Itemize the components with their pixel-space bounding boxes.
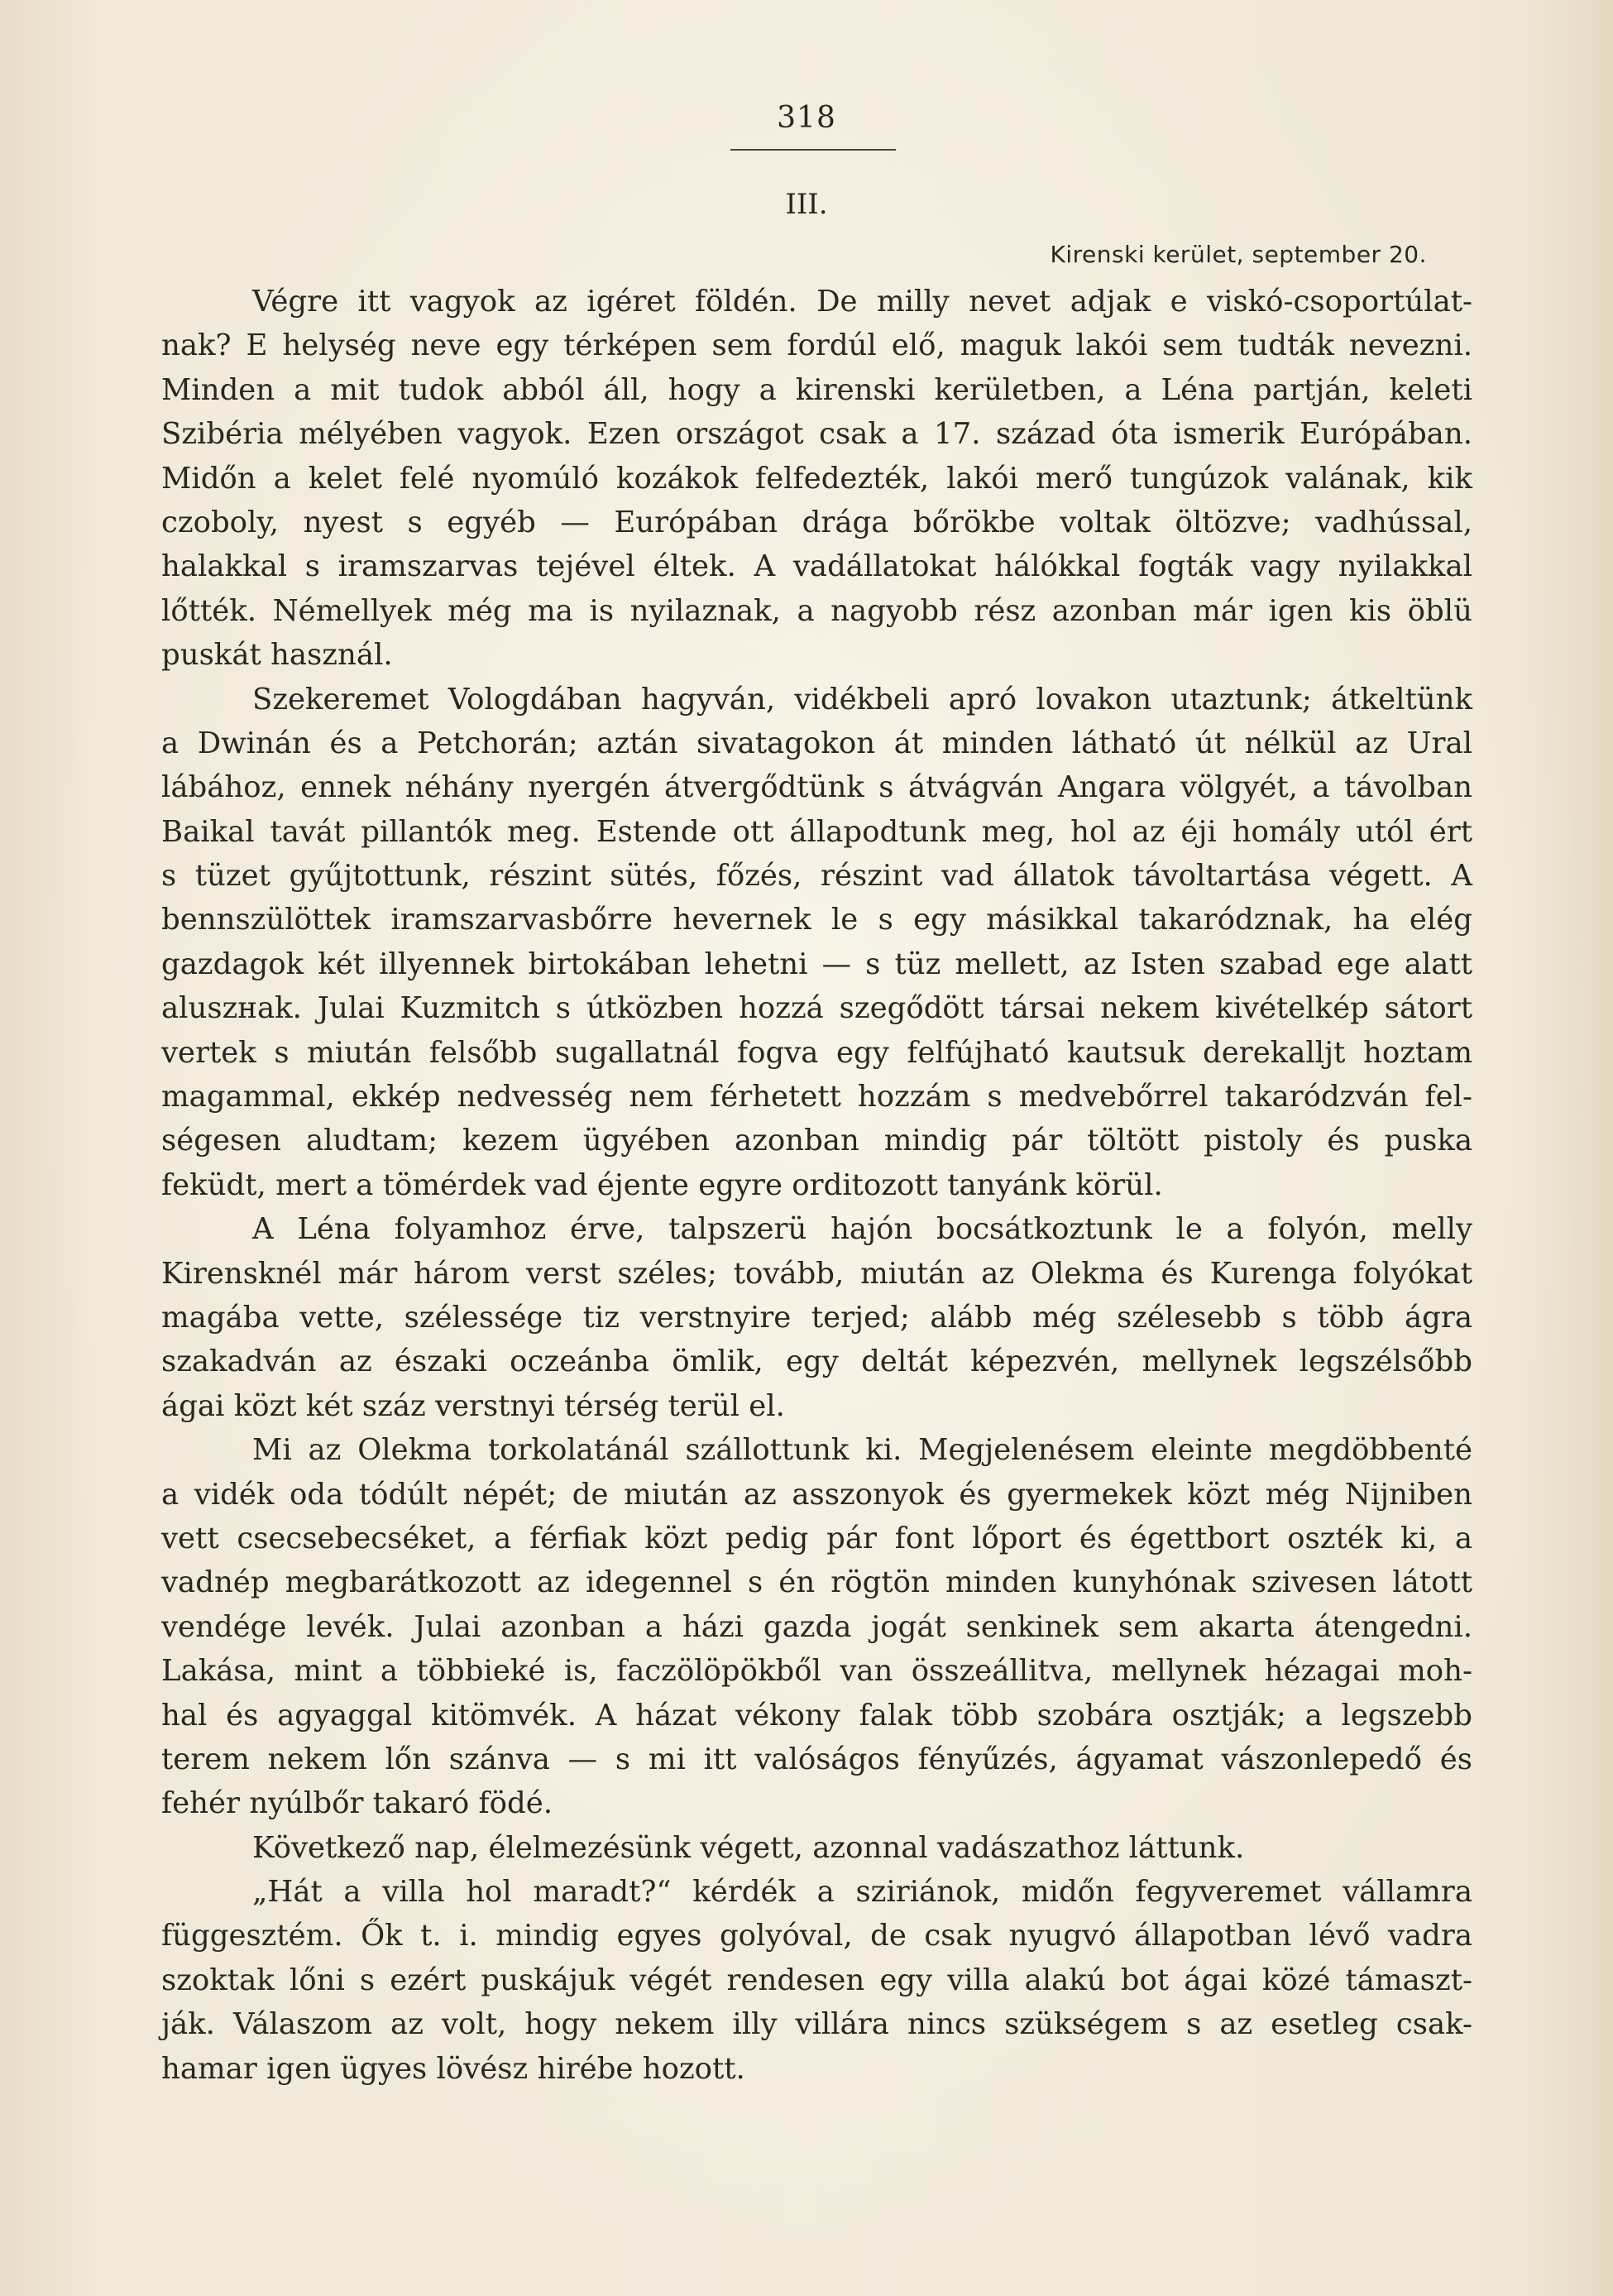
paragraph <box>161 1428 1472 1826</box>
text-line: Minden a mit tudok abból áll, hogy a kirenski kerületben, a Léna partján, keleti <box>161 372 1472 407</box>
page-number: 318 <box>777 101 836 135</box>
text-line: vertek s miután felsőbb sugallatnál fogva egy felfújható kautsuk derekalljt hoztam <box>161 1035 1472 1070</box>
text-line: fehér nyúlbőr takaró födé. <box>161 1786 553 1821</box>
body-text <box>161 280 1472 2091</box>
text-line: Midőn a kelet felé nyomúló kozákok felfedezték, lakói merő tungúzok valának, kik <box>161 461 1472 496</box>
section-number: III. <box>785 188 828 221</box>
text-line: Következő nap, élelmezésünk végett, azonnal vadászathoz láttunk. <box>252 1830 1245 1865</box>
text-line: magammal, ekkép nedvesség nem férhetett hozzám s medvebőrrel takaródzván fel- <box>161 1080 1472 1114</box>
text-line: vendége levék. Julai azonban a házi gazda jogát senkinek sem akarta átengedni. <box>161 1609 1472 1644</box>
text-line: halakkal s iramszarvas tejével éltek. A vadállatokat hálókkal fogták vagy nyilakkal <box>161 549 1472 584</box>
text-line: ségesen aludtam; kezem ügyében azonban mindig pár töltött pistoly és puska <box>161 1124 1472 1158</box>
text-line: lábához, ennek néhány nyergén átvergődtünk s átvágván Angara völgyét, a távolban <box>161 770 1472 805</box>
text-line: vett csecsebecséket, a férfiak közt pedig pár font lőport és égettbort oszték ki, a <box>161 1521 1472 1555</box>
text-line: függesztém. Ők t. i. mindig egyes golyóval, de csak nyugvó állapotban lévő vadra <box>161 1919 1472 1953</box>
text-line: vadnép megbarátkozott az idegennel s én rögtön minden kunyhónak szivesen látott <box>161 1565 1472 1600</box>
text-line: gazdagok két illyennek birtokában lehetni — s tüz mellett, az Isten szabad ege alatt <box>161 947 1472 981</box>
text-line: aluszнak. Julai Kuzmitch s útközben hozzá szegődött társai nekem kivételkép sátort <box>161 991 1472 1026</box>
text-line: magába vette, szélessége tiz verstnyire terjed; alább még szélesebb s több ágra <box>161 1300 1472 1335</box>
paragraph <box>161 280 1472 678</box>
paragraph <box>161 1207 1472 1428</box>
text-line: a Dwinán és a Petchorán; aztán sivatagokon át minden látható út nélkül az Ural <box>161 726 1472 760</box>
dateline: Kirenski kerület, september 20. <box>1050 241 1427 268</box>
text-line: hamar igen ügyes lövész hirébe hozott. <box>161 2051 745 2086</box>
text-line: A Léna folyamhoz érve, talpszerü hajón bocsátkoztunk le a folyón, melly <box>252 1212 1472 1247</box>
text-line: czoboly, nyest s egyéb — Európában drága bőrökbe voltak öltözve; vadhússal, <box>161 505 1472 539</box>
text-line: Szibéria mélyében vagyok. Ezen országot csak a 17. század óta ismerik Európában. <box>161 417 1472 452</box>
text-line: Szekeremet Vologdában hagyván, vidékbeli apró lovakon utaztunk; átkeltünk <box>252 682 1472 717</box>
text-line: „Hát a villa hol maradt?“ kérdék a sziriánok, midőn fegyveremet vállamra <box>252 1875 1472 1910</box>
header-rule <box>730 149 896 151</box>
text-line: feküdt, mert a tömérdek vad éjente egyre orditozott tanyánk körül. <box>161 1167 1163 1202</box>
text-line: ágai közt két száz verstnyi térség terül el. <box>161 1388 785 1423</box>
paragraph <box>161 678 1472 1208</box>
text-line: terem nekem lőn szánva — s mi itt valóságos fényűzés, ágyamat vászonlepedő és <box>161 1742 1472 1776</box>
text-line: szoktak lőni s ezért puskájuk végét rendesen egy villa alakú bot ágai közé támaszt- <box>161 1963 1472 1997</box>
text-line: ják. Válaszom az volt, hogy nekem illy villára nincs szükségem s az esetleg csak- <box>161 2007 1472 2042</box>
text-line: Lakása, mint a többieké is, faczölöpökből van összeállitva, mellynek hézagai moh- <box>161 1654 1472 1689</box>
text-line: szakadván az északi oczeánba ömlik, egy deltát képezvén, mellynek legszélsőbb <box>161 1345 1472 1379</box>
text-line: hal és agyaggal kitömvék. A házat vékony falak több szobára osztják; a legszebb <box>161 1698 1472 1733</box>
text-line: Mi az Olekma torkolatánál szállottunk ki. Megjelenésem eleinte megdöbbenté <box>252 1433 1472 1468</box>
text-line: lőtték. Némellyek még ma is nyilaznak, a nagyobb rész azonban már igen kis öblü <box>161 593 1472 628</box>
text-line: Végre itt vagyok az igéret földén. De milly nevet adjak e viskó-csoportúlat- <box>252 285 1472 319</box>
text-line: a vidék oda tódúlt népét; de miután az asszonyok és gyermekek közt még Nijniben <box>161 1477 1472 1512</box>
text-line: puskát használ. <box>161 638 393 673</box>
text-line: Baikal tavát pillantók meg. Estende ott állapodtunk meg, hol az éji homály utól ért <box>161 814 1472 849</box>
paragraph <box>161 1826 1472 1870</box>
text-line: nak? E helység neve egy térképen sem fordúl elő, maguk lakói sem tudták nevezni. <box>161 328 1472 363</box>
text-line: s tüzet gyűjtottunk, részint sütés, főzés, részint vad állatok távoltartása végett. A <box>161 859 1472 894</box>
text-line: bennszülöttek iramszarvasbőrre hevernek le s egy másikkal takaródznak, ha elég <box>161 903 1472 937</box>
text-line: Kirensknél már három verst széles; tovább, miután az Olekma és Kurenga folyókat <box>161 1256 1472 1291</box>
paragraph <box>161 1870 1472 2091</box>
